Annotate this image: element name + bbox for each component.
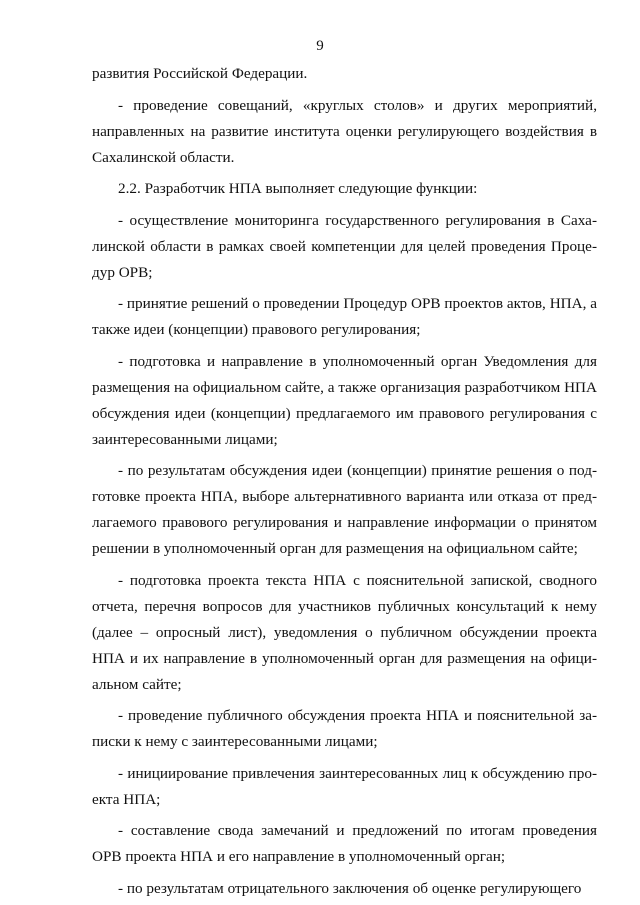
paragraph-list-item: - осуществление мониторинга государственного регулирования в Сахалинской области в рамках своей компетенции для целей проведения Процедур ОРВ;	[92, 211, 597, 281]
page-number: 9	[316, 38, 324, 54]
paragraph-list-item: - проведение публичного обсуждения проекта НПА и пояснительной записки к нему с заинтересованными лицами;	[92, 707, 597, 750]
paragraph-list-item: - инициирование привлечения заинтересованных лиц к обсуждению проекта НПА;	[92, 764, 597, 808]
paragraph-list-item: - подготовка и направление в уполномоченный орган Уведомления для размещения на официальном сайте, а также организация разработчиком НПА обсуждения идеи (концепции) предлагаемого им правового регулирования с заинтересованными лицами;	[92, 352, 597, 448]
paragraph-list-item: - принятие решений о проведении Процедур ОРВ проектов актов, НПА, а также идеи (концепции) правового регулирования;	[92, 295, 597, 338]
paragraph-list-item: - проведение совещаний, «круглых столов» и других мероприятий, направленных на развитие института оценки регулирующего воздействия в Сахалинской области.	[92, 96, 597, 166]
paragraph-list-item: - подготовка проекта текста НПА с пояснительной запиской, сводного отчета, перечня вопросов для участников публичных консультаций к нему (далее – опросный лист), уведомления о публичном обсуждении проекта НПА и их направление в уполномоченный орган для размещения на официальном сайте;	[92, 571, 597, 693]
paragraph-section-heading: 2.2. Разработчик НПА выполняет следующие функции:	[118, 180, 478, 197]
paragraph-continuation: развития Российской Федерации.	[92, 65, 308, 82]
paragraph-list-item: - составление свода замечаний и предложений по итогам проведения ОРВ проекта НПА и его направление в уполномоченный орган;	[92, 822, 597, 865]
paragraph-list-item: - по результатам обсуждения идеи (концепции) принятие решения о подготовке проекта НПА, выборе альтернативного варианта или отказа от предлагаемого правового регулирования и направление информации о принятом решении в уполномоченный орган для размещения на официальном сайте;	[92, 462, 597, 557]
paragraph-list-item: - по результатам отрицательного заключения об оценке регулирующего	[118, 879, 582, 897]
document-body	[92, 61, 597, 902]
